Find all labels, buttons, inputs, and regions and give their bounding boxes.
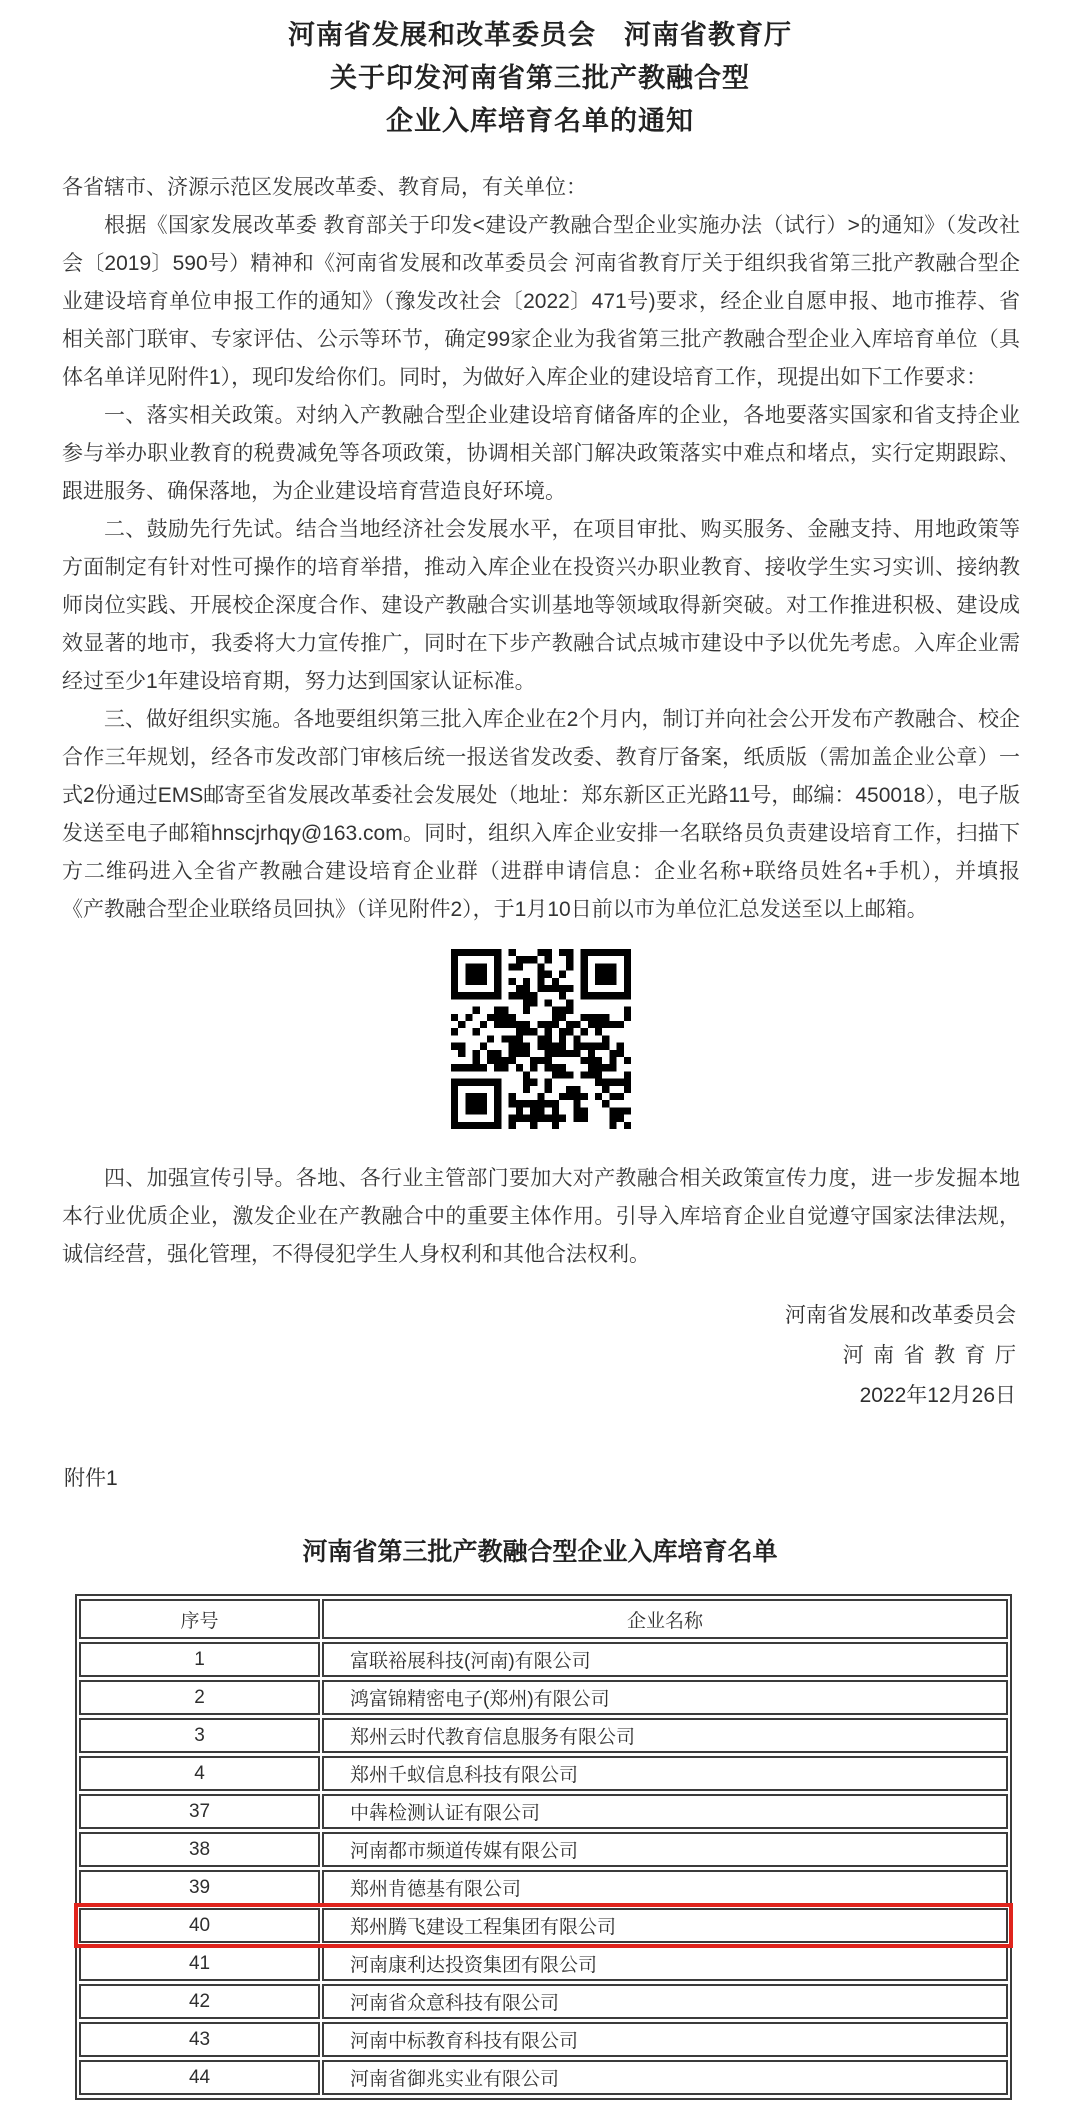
signing-org-development-reform: 河南省发展和改革委员会: [785, 1304, 1016, 1327]
company-table: [75, 1594, 1012, 2100]
table-row: [79, 2060, 1008, 2095]
highlighted-row: [79, 1908, 1008, 1943]
row-number: 39: [79, 1870, 320, 1905]
paragraph-4: 三、做好组织实施。各地要组织第三批入库企业在2个月内，制订并向社会公开发布产教融合、校企合作三年规划，经各市发改部门审核后统一报送省发改委、教育厅备案，纸质版（需加盖企业公章）一式2份通过EMS邮寄至省发展改革委社会发展处（地址：郑东新区正光路11号，邮编：450018），电子版发送至电子邮箱hnscjrhqy@163.com。同时，组织入库企业安排一名联络员负责建设培育工作，扫描下方二维码进入全省产教融合建设培育企业群（进群申请信息：企业名称+联络员姓名+手机），并填报《产教融合型企业联络员回执》（详见附件2），于1月10日前以市为单位汇总发送至以上邮箱。: [62, 708, 1020, 921]
row-number: 41: [79, 1946, 320, 1981]
table-row: [79, 2022, 1008, 2057]
paragraph-3: 二、鼓励先行先试。结合当地经济社会发展水平，在项目审批、购买服务、金融支持、用地政策等方面制定有针对性可操作的培育举措，推动入库企业在投资兴办职业教育、接收学生实习实训、接纳教师岗位实践、开展校企深度合作、建设产教融合实训基地等领域取得新突破。对工作推进积极、建设成效显著的地市，我委将大力宣传推广，同时在下步产教融合试点城市建设中予以优先考虑。入库企业需经过至少1年建设培育期，努力达到国家认证标准。: [62, 518, 1020, 693]
company-name: 郑州肯德基有限公司: [322, 1870, 1008, 1905]
attachment-label: 附件1: [64, 1467, 118, 1490]
row-number: 43: [79, 2022, 320, 2057]
body-paragraphs: [62, 207, 1020, 929]
document-title: [0, 0, 1080, 143]
company-name: 郑州千蚁信息科技有限公司: [322, 1756, 1008, 1791]
table-row: [79, 1870, 1008, 1905]
company-name: 河南中标教育科技有限公司: [322, 2022, 1008, 2057]
company-name: 郑州腾飞建设工程集团有限公司: [322, 1908, 1008, 1943]
row-number: 2: [79, 1680, 320, 1715]
signing-org-education: 河南省教育厅: [842, 1344, 1026, 1367]
row-number: 1: [79, 1642, 320, 1677]
table-row: [79, 1832, 1008, 1867]
document-body: [62, 169, 1020, 1274]
company-name: 中犇检测认证有限公司: [322, 1794, 1008, 1829]
row-number: 38: [79, 1832, 320, 1867]
company-name: 河南都市频道传媒有限公司: [322, 1832, 1008, 1867]
row-number: 40: [79, 1908, 320, 1943]
table-title: 河南省第三批产教融合型企业入库培育名单: [302, 1538, 778, 1566]
title-line-2: 关于印发河南省第三批产教融合型: [330, 63, 750, 93]
row-number: 42: [79, 1984, 320, 2019]
paragraph-2: 一、落实相关政策。对纳入产教融合型企业建设培育储备库的企业，各地要落实国家和省支持企业参与举办职业教育的税费减免等各项政策，协调相关部门解决政策落实中难点和堵点，实行定期跟踪、跟进服务、确保落地，为企业建设培育营造良好环境。: [62, 404, 1020, 503]
row-number: 37: [79, 1794, 320, 1829]
company-name: 富联裕展科技(河南)有限公司: [322, 1642, 1008, 1677]
table-row: [79, 1642, 1008, 1677]
company-name: 河南省御兆实业有限公司: [322, 2060, 1008, 2095]
table-row: [79, 1756, 1008, 1791]
signing-date: 2022年12月26日: [859, 1384, 1016, 1407]
column-header-name: 企业名称: [322, 1599, 1008, 1639]
row-number: 3: [79, 1718, 320, 1753]
table-row: [79, 1680, 1008, 1715]
table-row: [79, 1946, 1008, 1981]
salutation: 各省辖市、济源示范区发展改革委、教育局，有关单位：: [62, 176, 587, 199]
qr-code-icon: [451, 949, 631, 1129]
company-name: 河南康利达投资集团有限公司: [322, 1946, 1008, 1981]
signature-block: [0, 1296, 1026, 1416]
table-row: [79, 1718, 1008, 1753]
row-number: 44: [79, 2060, 320, 2095]
column-header-no: 序号: [79, 1599, 320, 1639]
title-line-3: 企业入库培育名单的通知: [386, 106, 694, 136]
table-row: [79, 1984, 1008, 2019]
company-name: 鸿富锦精密电子(郑州)有限公司: [322, 1680, 1008, 1715]
paragraph-1: 根据《国家发展改革委 教育部关于印发<建设产教融合型企业实施办法（试行）>的通知》（发改社会〔2019〕590号）精神和《河南省发展和改革委员会 河南省教育厅关于组织我省第三批产教融合型企业建设培育单位申报工作的通知》（豫发改社会〔2022〕471号)要求，经企业自愿申报、地市推荐、省相关部门联审、专家评估、公示等环节，确定99家企业为我省第三批产教融合型企业入库培育单位（具体名单详见附件1），现印发给你们。同时，为做好入库企业的建设培育工作，现提出如下工作要求：: [62, 214, 1020, 389]
table-row: [79, 1794, 1008, 1829]
qr-code-container: [62, 949, 1020, 1142]
table-header-row: [79, 1599, 1008, 1639]
title-line-1: 河南省发展和改革委员会 河南省教育厅: [288, 20, 792, 50]
paragraph-publicity: 四、加强宣传引导。各地、各行业主管部门要加大对产教融合相关政策宣传力度，进一步发掘本地本行业优质企业，激发企业在产教融合中的重要主体作用。引导入库培育企业自觉遵守国家法律法规，诚信经营，强化管理，不得侵犯学生人身权利和其他合法权利。: [62, 1167, 1020, 1266]
row-number: 4: [79, 1756, 320, 1791]
company-name: 河南省众意科技有限公司: [322, 1984, 1008, 2019]
company-name: 郑州云时代教育信息服务有限公司: [322, 1718, 1008, 1753]
